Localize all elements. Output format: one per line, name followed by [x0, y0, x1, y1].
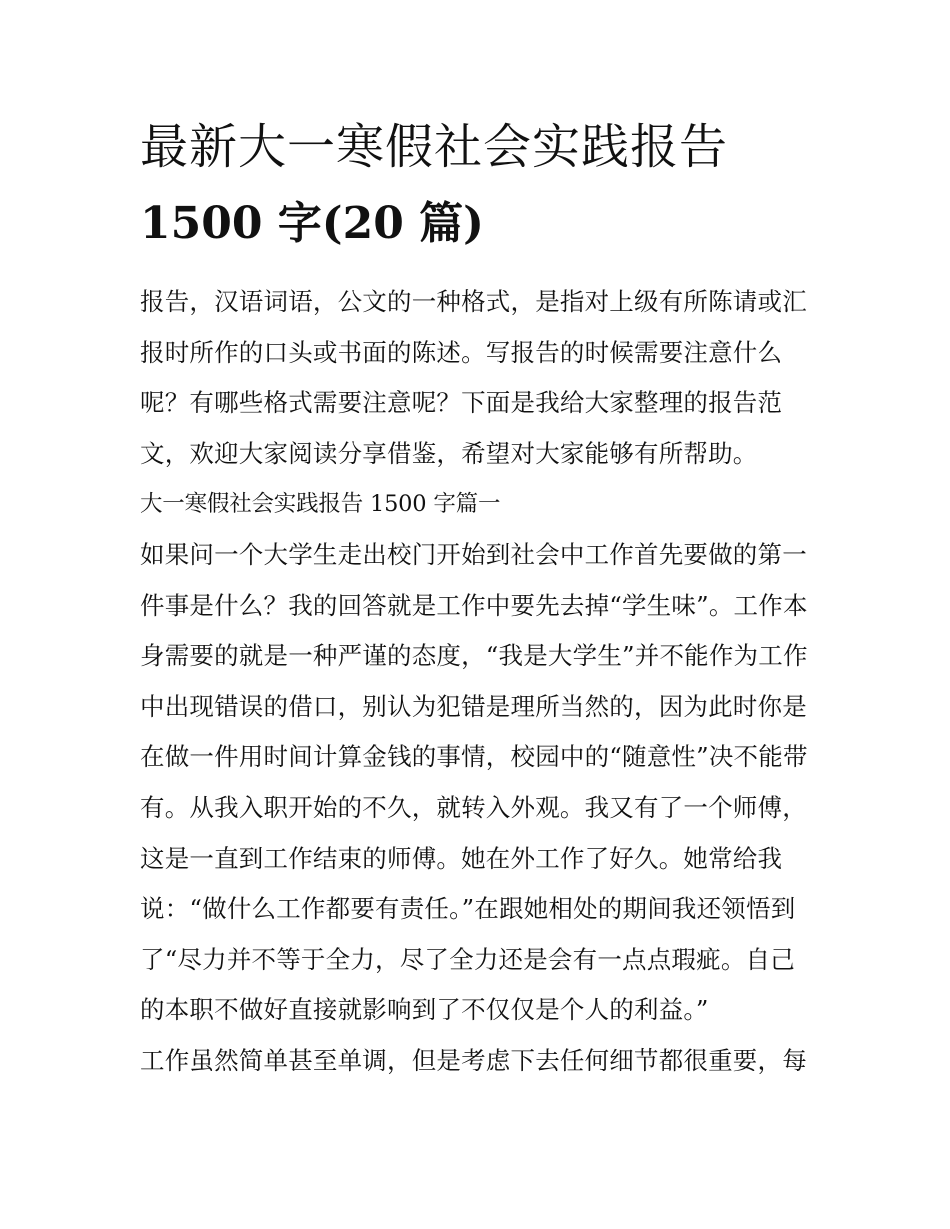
- paragraph-line: 有。从我入职开始的不久，就转入外观。我又有了一个师傅，: [140, 792, 807, 822]
- paragraph-line: 中出现错误的借口，别认为犯错是理所当然的，因为此时你是: [140, 691, 807, 721]
- title-line-2: 1500 字(20 篇): [140, 198, 484, 249]
- paragraph-line: 文，欢迎大家阅读分享借鉴，希望对大家能够有所帮助。: [140, 438, 758, 468]
- paragraph-line: 呢？有哪些格式需要注意呢？下面是我给大家整理的报告范: [140, 388, 783, 418]
- paragraph-line: 件事是什么？我的回答就是工作中要先去掉“学生味”。工作本: [140, 590, 808, 620]
- paragraph-line: 如果问一个大学生走出校门开始到社会中工作首先要做的第一: [140, 539, 807, 569]
- paragraph-line: 在做一件用时间计算金钱的事情，校园中的“随意性”决不能带: [140, 742, 808, 772]
- document-title: [140, 112, 840, 266]
- paragraph-line: 了“尽力并不等于全力，尽了全力还是会有一点点瑕疵。自己: [140, 944, 795, 974]
- paragraph-line: 报告，汉语词语，公文的一种格式，是指对上级有所陈请或汇: [140, 287, 807, 316]
- document-body: [140, 277, 820, 1087]
- paragraph-line: 说：“做什么工作都要有责任。”在跟她相处的期间我还领悟到: [140, 894, 796, 924]
- section-heading: 大一寒假社会实践报告 1500 字篇一: [140, 491, 501, 518]
- paragraph-line: 工作虽然简单甚至单调，但是考虑下去任何细节都很重要，每: [140, 1045, 807, 1075]
- title-line-1: 最新大一寒假社会实践报告: [140, 119, 729, 175]
- paragraph-line: 身需要的就是一种严谨的态度，“我是大学生”并不能作为工作: [140, 641, 808, 671]
- paragraph-line: 报时所作的口头或书面的陈述。写报告的时候需要注意什么: [140, 337, 783, 367]
- paragraph-line: 这是一直到工作结束的师傅。她在外工作了好久。她常给我: [140, 843, 783, 873]
- paragraph-line: 的本职不做好直接就影响到了不仅仅是个人的利益。”: [140, 995, 709, 1025]
